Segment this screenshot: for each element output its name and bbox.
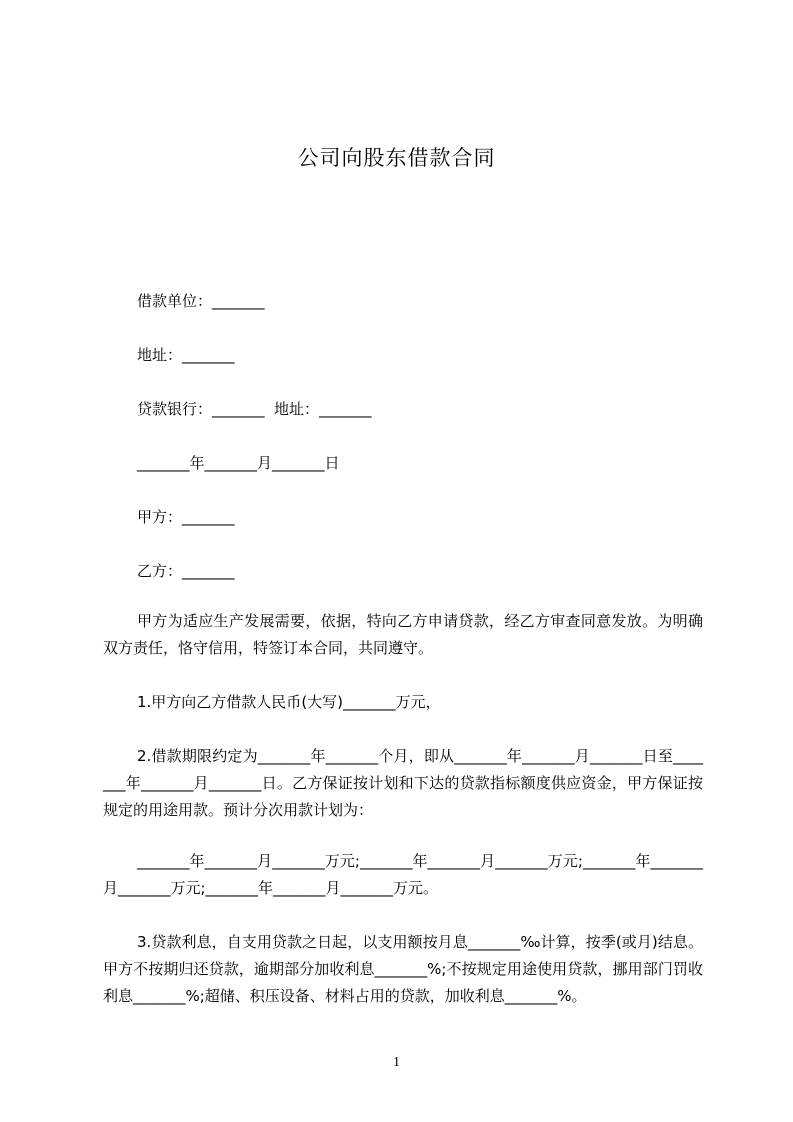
loan-schedule: _______年_______月_______万元;_______年_______月_______万元;_______年_______月_______万元;_______年_______月_______万元。 <box>103 852 703 897</box>
bank-field: 贷款银行：_______ 地址：_______ <box>137 400 372 418</box>
party-b-field: 乙方：_______ <box>137 562 235 580</box>
clause-1: 1.甲方向乙方借款人民币(大写)_______万元， <box>137 693 441 711</box>
page-number: 1 <box>393 1055 400 1070</box>
clause-2: 2.借款期限约定为_______年_______个月，即从_______年_______月_______日至_______年_______月_______日。乙方保证按计划和下达的贷款指标额度供应资金，甲方保证按规定的用途用款。预计分次用款计划为： <box>103 747 703 819</box>
party-a-field: 甲方：_______ <box>137 508 235 526</box>
address-field: 地址：_______ <box>137 346 235 364</box>
borrower-field: 借款单位：_______ <box>137 292 265 310</box>
date-field: _______年_______月_______日 <box>137 454 340 472</box>
clause-3: 3.贷款利息，自支用贷款之日起，以支用额按月息_______‰计算，按季(或月)结息。甲方不按期归还贷款，逾期部分加收利息_______%;不按规定用途使用贷款，挪用部门罚收利息_______%;超储、积压设备、材料占用的贷款，加收利息_______%。 <box>103 933 703 1005</box>
intro-paragraph: 甲方为适应生产发展需要，依据，特向乙方申请贷款，经乙方审查同意发放。为明确双方责任，恪守信用，特签订本合同，共同遵守。 <box>103 612 703 657</box>
document-title: 公司向股东借款合同 <box>297 146 496 170</box>
